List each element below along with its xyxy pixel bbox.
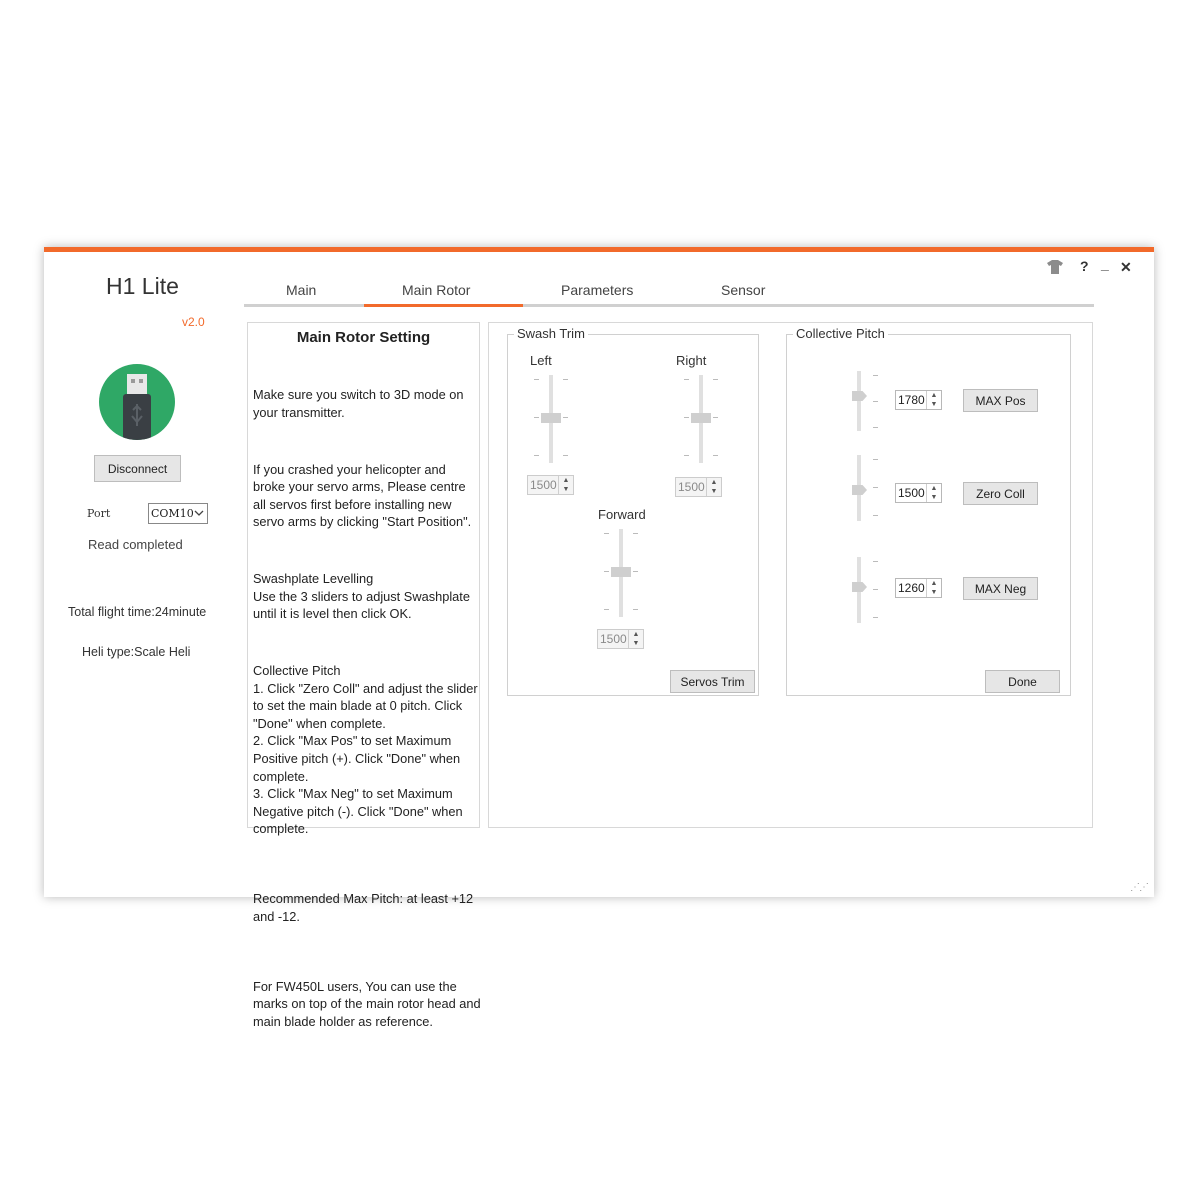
tab-parameters[interactable]: Parameters [561, 282, 634, 298]
port-select[interactable] [148, 503, 208, 524]
left-trim-slider[interactable] [536, 375, 566, 463]
swash-trim-group [507, 326, 759, 696]
right-slider-label: Right [676, 353, 707, 368]
tab-sensor[interactable]: Sensor [721, 282, 766, 298]
swash-trim-title: Swash Trim [514, 326, 588, 341]
close-icon[interactable]: ✕ [1120, 259, 1132, 275]
forward-trim-thumb[interactable] [611, 567, 631, 577]
left-trim-thumb[interactable] [541, 413, 561, 423]
disconnect-button[interactable]: Disconnect [94, 455, 181, 482]
settings-panel [488, 322, 1093, 828]
usb-drive-icon [99, 364, 175, 440]
help-paragraph: For FW450L users, You can use the marks on top of the main rotor head and main blade holder as reference. [253, 978, 485, 1029]
port-label: Port [87, 507, 111, 520]
right-trim-slider[interactable] [686, 375, 716, 463]
help-icon[interactable]: ? [1080, 258, 1089, 274]
max-pos-value[interactable]: 1780 ▲ ▼ [895, 390, 942, 410]
zero-coll-value[interactable]: 1500 ▲ ▼ [895, 483, 942, 503]
help-text [253, 351, 485, 1066]
chevron-down-icon [194, 507, 204, 519]
connection-status: Read completed [88, 537, 183, 552]
app-title: H1 Lite [106, 273, 179, 299]
tab-bar [244, 282, 1094, 308]
help-paragraph: Swashplate Levelling Use the 3 sliders to adjust Swashplate until it is level then click OK. [253, 571, 470, 622]
spin-arrows-icon[interactable]: ▲ ▼ [706, 478, 721, 496]
help-paragraph: Make sure you switch to 3D mode on your transmitter. [253, 387, 468, 420]
zero-coll-button[interactable]: Zero Coll [963, 482, 1038, 505]
resize-grip-icon[interactable]: ⋰⋰ [1130, 882, 1148, 893]
max-pos-thumb[interactable] [852, 391, 867, 401]
shirt-icon[interactable] [1047, 260, 1063, 274]
heli-type-label: Heli type:Scale Heli [82, 645, 191, 659]
servos-trim-button[interactable]: Servos Trim [670, 670, 755, 693]
usb-status-badge [99, 364, 175, 440]
minimize-icon[interactable]: _ [1101, 256, 1109, 272]
done-button[interactable]: Done [985, 670, 1060, 693]
forward-trim-value[interactable]: 1500 ▲ ▼ [597, 629, 644, 649]
spin-arrows-icon[interactable]: ▲ ▼ [628, 630, 643, 648]
help-paragraph: Recommended Max Pitch: at least +12 and -12. [253, 891, 477, 924]
help-paragraph: Collective Pitch 1. Click "Zero Coll" and adjust the slider to set the main blade at 0 pitch. Click "Done" when complete. 2. Click "Max Pos" to set Maximum Positive pitch (+). Click "Done" when complete. 3. Click "Max Neg" to set Maximum Negative pitch (-). Click "Done" when complete. [253, 663, 478, 837]
max-pos-button[interactable]: MAX Pos [963, 389, 1038, 412]
tab-main-rotor[interactable]: Main Rotor [402, 282, 471, 298]
max-pos-slider[interactable] [852, 371, 882, 431]
spin-arrows-icon[interactable]: ▲ ▼ [926, 579, 941, 597]
collective-pitch-title: Collective Pitch [793, 326, 888, 341]
left-slider-label: Left [530, 353, 552, 368]
forward-slider-label: Forward [598, 507, 646, 522]
help-title: Main Rotor Setting [296, 329, 431, 346]
max-neg-value[interactable]: 1260 ▲ ▼ [895, 578, 942, 598]
accent-bar [44, 247, 1154, 252]
spin-arrows-icon[interactable]: ▲ ▼ [926, 484, 941, 502]
left-trim-value[interactable]: 1500 ▲ ▼ [527, 475, 574, 495]
version-label: v2.0 [182, 315, 205, 329]
app-window [44, 247, 1154, 1029]
help-panel [247, 322, 485, 1029]
max-neg-thumb[interactable] [852, 582, 867, 592]
spin-arrows-icon[interactable]: ▲ ▼ [926, 391, 941, 409]
help-paragraph: If you crashed your helicopter and broke your servo arms, Please centre all servos first before installing new servo arms by clicking "Start Position". [253, 461, 472, 530]
spin-arrows-icon[interactable]: ▲ ▼ [558, 476, 573, 494]
zero-coll-thumb[interactable] [852, 485, 867, 495]
forward-trim-slider[interactable] [606, 529, 636, 617]
right-trim-thumb[interactable] [691, 413, 711, 423]
right-trim-value[interactable]: 1500 ▲ ▼ [675, 477, 722, 497]
zero-coll-slider[interactable] [852, 455, 882, 521]
flight-time-label: Total flight time:24minute [68, 605, 207, 619]
max-neg-button[interactable]: MAX Neg [963, 577, 1038, 600]
collective-pitch-group [786, 326, 1071, 696]
tab-main[interactable]: Main [286, 282, 317, 298]
port-select-value: COM10 [151, 507, 194, 520]
max-neg-slider[interactable] [852, 557, 882, 623]
